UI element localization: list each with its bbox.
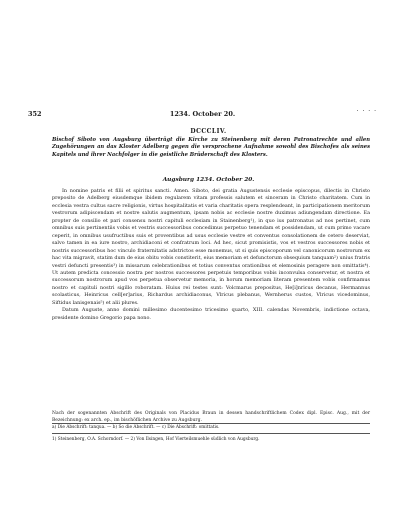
footnote-divider bbox=[52, 423, 370, 424]
footnote-divider bbox=[52, 433, 370, 434]
document-body bbox=[52, 188, 370, 322]
footnote: 1) Steinenberg, O.A. Schorndorf. — 2) Von Ilsingen, Hof Vierteilsmuehle südlich von Augsburg. bbox=[52, 437, 260, 442]
document-dateline: Augsburg 1234. October 20. bbox=[162, 177, 255, 183]
header-mark: · · · · bbox=[356, 108, 377, 115]
source-note: Nach der sogenannten Abschrift des Originals von Placidus Braun in dessen handschriftlichem Codex dipl. Episc. Aug., mit der Bezeichnung: ex arch. ep., im bischöflichen Archive zu Augsburg. bbox=[52, 411, 370, 423]
page-header bbox=[28, 110, 377, 122]
document-number: DCCCLIV. bbox=[190, 128, 227, 135]
body-paragraph: In nomine patris et filii et spiritus sancti. Amen. Siboto, dei gratia Augustensis ecclesie episcopus, dilectis in Christo preposito de Adelberg eiusdemque ibidem regularem vitam professis salutem et sinceram in Christo charitatem. Cum in ecclesia vestra cultus sacre religionis, virtus hospitalitatis et varia charitatis opera resplendeant, in participationem meritorum vestrorum adipiscendam et nostre salutis augmentum, ipsam nobis ac ecclesie nostre duximus adiungendam directione. Ea propter de consilio et pari consensu nostri capituli ecclesiam in Stainenberg¹), in quo ius patronatus ad nos pertinet, cum omnibus suis pertinentiis vobis et vestris successoribus concedimus perpetuo tenendam et possidendam, ut cum primo vacare ceperit, in omnibus usufructibus suis et proventibus ad usus ecclesie vestre et conventus consolationem de cetero deserviat, salvo tamen in ea iure nostro, archidiaconi et confratrum loci. Ad hec, sicut promisistis, vos et vestros successores nobis et nostris successoribus hoc vinculo fraternitatis adstrictos esse monemus, ut si quis episcoporum vel canonicorum nostrorum ex hac vita migravit, statim dum de eius obitu vobis constiterit, eius memoriam et defunctorum obsequium tanquam²) unius fratris vestri defuncti presentis³) in missarum celebrationibus et totius conventus orationibus et elemosinis peragere non omittatis⁴). Ut autem predicta concessio nostra per nostros successores perpetuis temporibus vobis inconvulsa conservetur, et nostra et successorum nostrorum apud vos perpetua observetur memoria, in horum memoriam literam presentem vobis confirmamus nostro et capituli nostri sigillo roboratam. Huius rei testes sunt: Volcmarus prepositus, He[i]nricus decanus, Hermannus scolasticus, Heinricus cell[er]arius, Richardus archidiaconus, Vlricus plebanus, Wernherus custos, Vlricus vicedominus, Siftidus lanisgenais⁵) et alii plures. bbox=[52, 188, 370, 306]
page-number: 352 bbox=[28, 110, 42, 118]
document-summary: Bischof Siboto von Augsburg überträgt die Kirche zu Steinenberg mit deren Patronatrechte und allen Zugehörungen an das Kloster Adelberg gegen die versprochene Aufnahme sowohl des Bischofes als seines Kapitels und ihrer Nachfolger in die geistliche Brüderschaft des Klosters. bbox=[52, 137, 370, 158]
body-paragraph: Datum Auguste, anno domini millesimo ducentesimo tricesimo quarto, XIII. calendas Novembris, indictione octava, presidente domino Gregorio papa nono. bbox=[52, 307, 370, 321]
running-title: 1234. October 20. bbox=[169, 110, 236, 118]
variant-note: a) Die Abschrift: tanqua. — b) So die Abschrift. — c) Die Abschrift: omittatis. bbox=[52, 425, 220, 430]
